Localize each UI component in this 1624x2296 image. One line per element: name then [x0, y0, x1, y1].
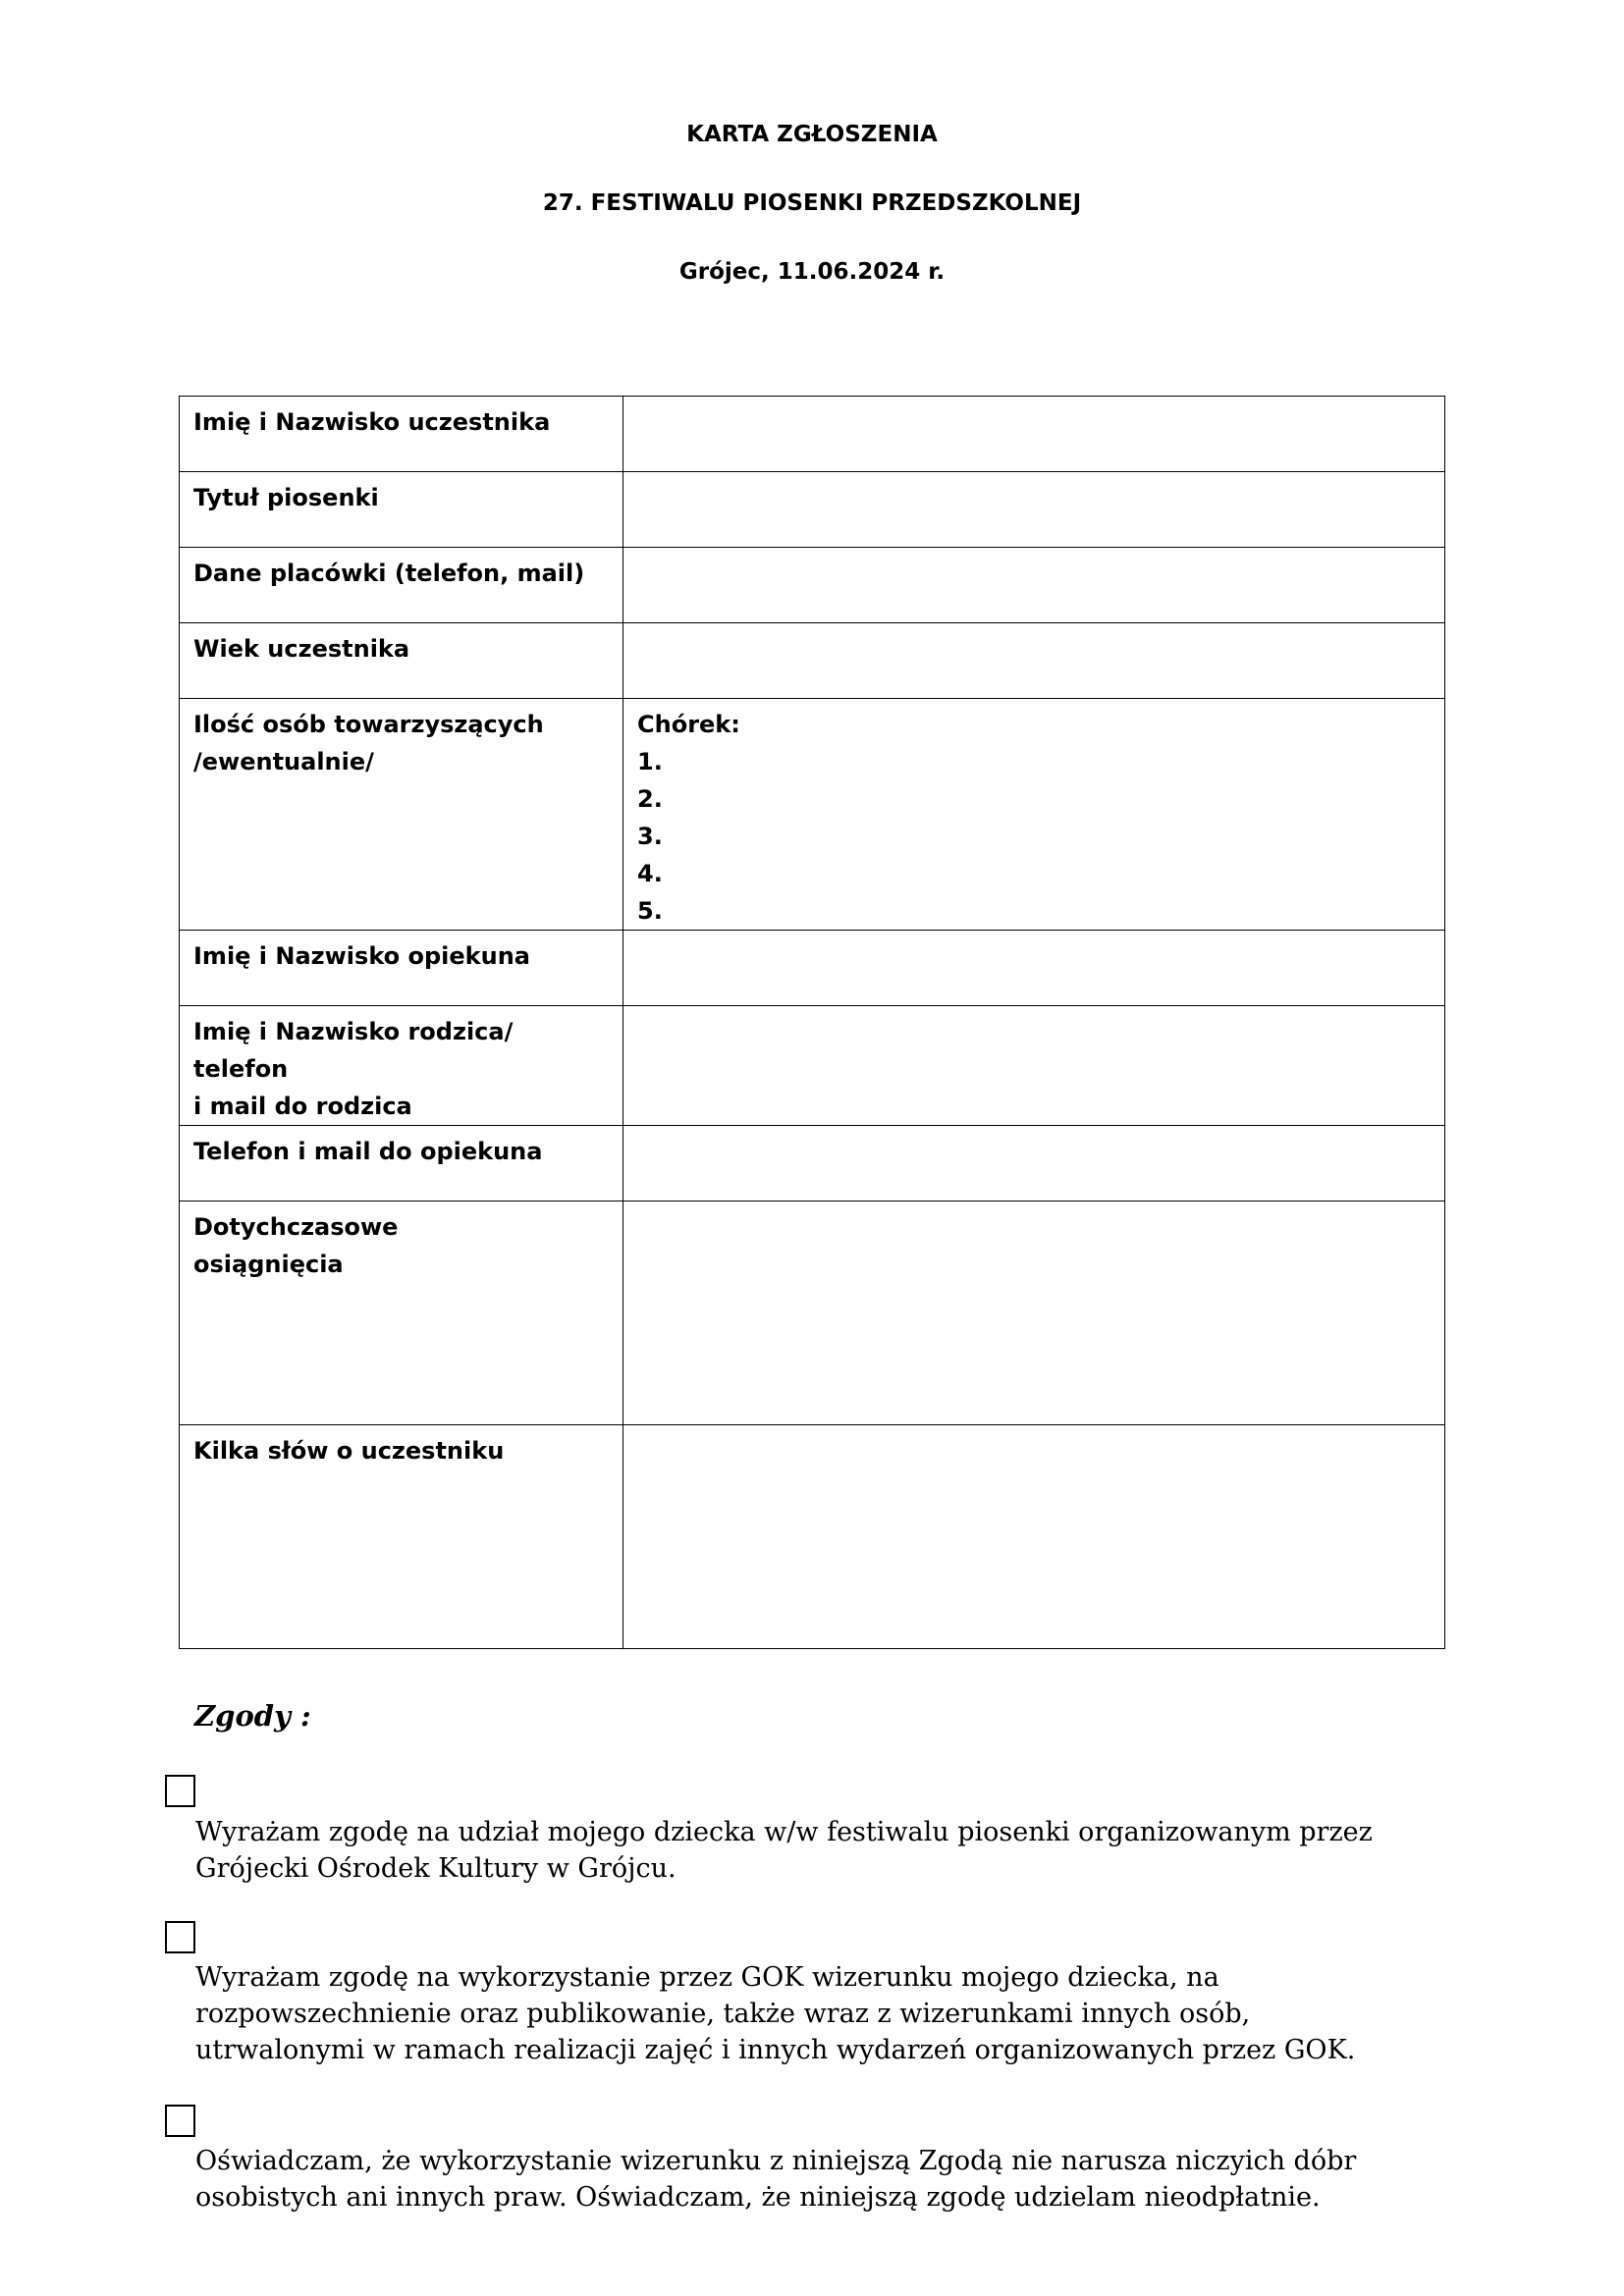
consent-line: rozpowszechnienie oraz publikowanie, także wraz z wizerunkami innych osób,: [195, 1999, 1251, 2029]
about-participant-label: Kilka słów o uczestniku: [180, 1425, 623, 1649]
accompanying-persons-field[interactable]: [623, 699, 1445, 931]
table-row: [180, 1126, 1445, 1201]
parent-contact-field[interactable]: [623, 1006, 1445, 1126]
guardian-name-field[interactable]: [623, 931, 1445, 1006]
table-row: [180, 1201, 1445, 1425]
table-row: [180, 931, 1445, 1006]
consent-line: osobistych ani innych praw. Oświadczam, że niniejszą zgodę udzielam nieodpłatnie.: [195, 2182, 1321, 2213]
consent-image-use-checkbox[interactable]: [165, 1921, 195, 1953]
parent-contact-label: [180, 1006, 623, 1126]
registration-table: [179, 396, 1445, 1649]
choir-member-2: 2.: [637, 785, 663, 813]
label-line: i mail do rodzica: [193, 1093, 412, 1120]
institution-contact-label: Dane placówki (telefon, mail): [180, 548, 623, 623]
consent-participation-text: [195, 1814, 1462, 1887]
consent-line: Wyrażam zgodę na wykorzystanie przez GOK wizerunku mojego dziecka, na: [195, 1962, 1219, 1993]
table-row: [180, 397, 1445, 472]
guardian-name-label: Imię i Nazwisko opiekuna: [180, 931, 623, 1006]
choir-member-5: 5.: [637, 897, 663, 925]
achievements-field[interactable]: [623, 1201, 1445, 1425]
consents-heading: Zgody :: [194, 1699, 311, 1733]
declaration-checkbox[interactable]: [165, 2105, 195, 2137]
table-row: [180, 699, 1445, 931]
participant-age-field[interactable]: [623, 623, 1445, 699]
consent-line: utrwalonymi w ramach realizacji zajęć i innych wydarzeń organizowanych przez GOK.: [195, 2035, 1356, 2065]
choir-member-3: 3.: [637, 823, 663, 850]
choir-member-4: 4.: [637, 860, 663, 887]
label-line: Imię i Nazwisko rodzica/ telefon: [193, 1018, 514, 1083]
consent-line: Wyrażam zgodę na udział mojego dziecka w/w festiwalu piosenki organizowanym przez: [195, 1817, 1373, 1847]
about-participant-field[interactable]: [623, 1425, 1445, 1649]
achievements-label: [180, 1201, 623, 1425]
table-row: [180, 1425, 1445, 1649]
consent-line: Grójecki Ośrodek Kultury w Grójcu.: [195, 1853, 677, 1884]
institution-contact-field[interactable]: [623, 548, 1445, 623]
label-line: /ewentualnie/: [193, 748, 374, 775]
consent-image-use-text: [195, 1959, 1462, 2068]
song-title-field[interactable]: [623, 472, 1445, 548]
table-row: [180, 548, 1445, 623]
participant-name-label: Imię i Nazwisko uczestnika: [180, 397, 623, 472]
guardian-contact-field[interactable]: [623, 1126, 1445, 1201]
participant-age-label: Wiek uczestnika: [180, 623, 623, 699]
choir-label: Chórek:: [637, 711, 740, 738]
guardian-contact-label: Telefon i mail do opiekuna: [180, 1126, 623, 1201]
table-row: [180, 1006, 1445, 1126]
label-line: osiągnięcia: [193, 1251, 344, 1278]
label-line: Ilość osób towarzyszących: [193, 711, 544, 738]
festival-name: 27. FESTIWALU PIOSENKI PRZEDSZKOLNEJ: [542, 190, 1082, 216]
choir-member-1: 1.: [637, 748, 663, 775]
accompanying-persons-label: [180, 699, 623, 931]
consent-participation-checkbox[interactable]: [165, 1775, 195, 1807]
label-line: Dotychczasowe: [193, 1213, 399, 1241]
place-and-date: Grójec, 11.06.2024 r.: [678, 259, 946, 285]
table-row: [180, 472, 1445, 548]
table-row: [180, 623, 1445, 699]
consent-line: Oświadczam, że wykorzystanie wizerunku z niniejszą Zgodą nie narusza niczyich dóbr: [195, 2146, 1357, 2176]
participant-name-field[interactable]: [623, 397, 1445, 472]
declaration-text: [195, 2143, 1462, 2216]
song-title-label: Tytuł piosenki: [180, 472, 623, 548]
form-title: KARTA ZGŁOSZENIA: [686, 122, 938, 147]
